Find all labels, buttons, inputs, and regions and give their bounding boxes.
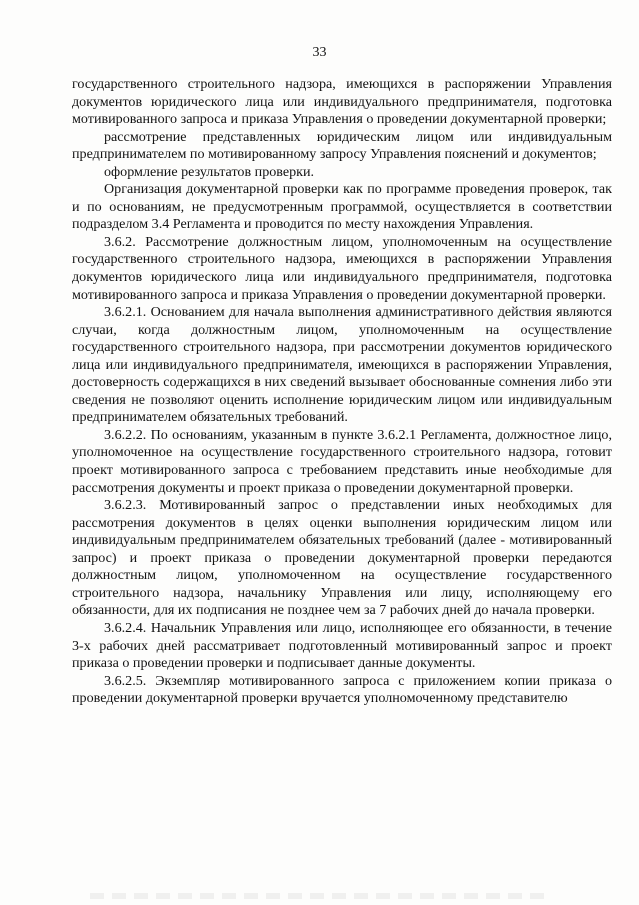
document-body xyxy=(72,76,612,708)
page-number: 33 xyxy=(312,45,327,60)
paragraph: 3.6.2. Рассмотрение должностным лицом, уполномоченным на осуществление государственного строительного надзора, имеющихся в распоряжении Управления документов юридического лица или индивидуального предпринимателя, подготовка мотивированного запроса и приказа Управления о проведении документарной проверки. xyxy=(72,233,612,303)
paragraph: 3.6.2.3. Мотивированный запрос о представлении иных необходимых для рассмотрения документов в целях оценки выполнения юридическим лицом или индивидуальным предпринимателем обязательных требований (далее - мотивированный запрос) и проект приказа о проведении документарной проверки передаются должностным лицом, уполномоченном на осуществление государственного строительного надзора, начальнику Управления или лицу, исполняющему его обязанности, для их подписания не позднее чем за 7 рабочих дней до начала проверки. xyxy=(72,497,612,619)
paragraph: 3.6.2.5. Экземпляр мотивированного запроса с приложением копии приказа о проведении документарной проверки вручается уполномоченному представителю xyxy=(72,672,612,707)
paragraph: Организация документарной проверки как по программе проведения проверок, так и по основаниям, не предусмотренным программой, осуществляется в соответствии подразделом 3.4 Регламента и проводится по месту нахождения Управления. xyxy=(72,181,612,233)
paragraph: рассмотрение представленных юридическим лицом или индивидуальным предпринимателем по мотивированному запросу Управления пояснений и документов; xyxy=(72,128,612,163)
paragraph: 3.6.2.4. Начальник Управления или лицо, исполняющее его обязанности, в течение 3-х рабочих дней рассматривает подготовленный мотивированный запрос и проект приказа о проведении проверки и подписывает данные документы. xyxy=(72,619,612,672)
paragraph: 3.6.2.2. По основаниям, указанным в пункте 3.6.2.1 Регламента, должностное лицо, уполномоченное на осуществление государственного строительного надзора, готовит проект мотивированного запроса с требованием представить иные необходимые для рассмотрения документы и проект приказа о проведении документарной проверки. xyxy=(72,426,612,496)
scan-artifact xyxy=(90,893,550,899)
paragraph: 3.6.2.1. Основанием для начала выполнения административного действия являются случаи, когда должностным лицом, уполномоченным на осуществление государственного строительного надзора, при рассмотрении документов юридического лица или индивидуального предпринимателя, имеющихся в распоряжении Управления, достоверность содержащихся в них сведений вызывает обоснованные сомнения либо эти сведения не позволяют оценить исполнение юридическим лицом или индивидуальным предпринимателем обязательных требований. xyxy=(72,304,612,426)
paragraph: оформление результатов проверки. xyxy=(104,163,315,180)
paragraph: государственного строительного надзора, имеющихся в распоряжении Управления документов юридического лица или индивидуального предпринимателя, подготовка мотивированного запроса и приказа Управления о проведении документарной проверки; xyxy=(72,76,612,128)
